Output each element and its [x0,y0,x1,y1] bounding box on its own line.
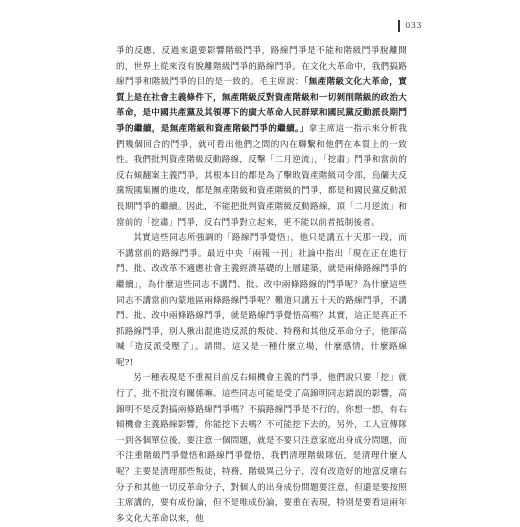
text-segment: 其實這些同志所強調的「路線鬥爭覺悟」，他只是講五十天那一段，而不講當前的路線鬥爭。最近中央「兩報一刊」社論中指出「現在正在進行鬥、批、改改革不適應社會主義經濟基礎的上層建築，就是兩條路線鬥爭的繼續」，為什麼這些同志不講鬥、批、改中兩條路線的鬥爭呢？為什麼這些同志不講當前內蒙地區兩條路線鬥爭呢？難道只講五十天的路線鬥爭，不講鬥、批、改中兩條路線鬥爭，就是路線鬥爭覺悟高嗎？其實，這正是真正不抓路線鬥爭，別人揪出混進造反派的叛徒、特務和其他反革命分子，他卻高喊「造反派受壓了」。請問，這又是一種什麼立場，什麼感情，什麼路線呢?! [116,233,407,368]
paragraph [116,44,407,231]
text-segment: 拿主席這一指示來分析我們幾個回合的鬥爭，就可看出他們之間的內在聯繫和他們在本質上的一致性。我們批判資產階級反動路線，反擊「二月逆流」，「挖肅」鬥爭和當前的反右傾翻案主義鬥爭，其根本目的都是為了擊敗資產階級司令部，烏蘭夫反黨叛國集團的進攻，都是無產階級和資產階級的鬥爭，都是和國民黨反動派長期鬥爭的繼續。因此，不能把批判資產階級反動路線，頂「二月逆流」和當前的「挖肅」鬥爭，反右鬥爭對立起來，更不能以前者抵制後者。 [116,123,407,228]
text-segment: 另一種表現是不重視目前反右傾機會主義的鬥爭，他們說只要「挖」就行了，批不批沒有關係嘛。這些同志可能是受了高錦明同志錯誤的影響，高錦明不是反對搞兩條路線鬥爭嗎？不搞路線鬥爭是不行的，你想一想，有右傾機會主義路線影響，你能挖下去嗎？不可能挖下去的，另外，工人宣傳隊一到各個單位後，要注意一個問題，就是不要只注意家庭出身成分問題，而不注重階級鬥爭覺悟和路線鬥爭覺悟，我們清理階級隊伍，是清理什麼人呢？主要是清理那些叛徒，特務，階級異己分子，沒有改造好的地富反壞右分子和其他一切反革命分子，對個人的出身成份問題要注意，但還是要按照主席講的，要有成份論，但不是唯成份論，要重在表現，特別是要看這兩年多文化大革命以來，他 [116,373,407,524]
page-marker-bar [398,20,400,32]
paragraph [116,231,407,371]
page-header [398,20,422,32]
text-segment: 爭的反應，反過來還要影響階級鬥爭，路線鬥爭是不能和階級鬥爭脫離開的，世界上從來沒有脫離階級鬥爭的路線鬥爭。在文化大革命中，我們搞路線鬥爭和階級鬥爭的目的是一致的。毛主席說： [116,46,407,88]
body-text [116,44,407,524]
page-number: 033 [405,21,422,30]
quotation-emphasis: 「無產階級文化大革命，實質上是在社會主義條件下，無產階級反對資產階級和一切剝削階級的政治大革命，是中國共產黨及其領導下的廣大革命人民群眾和國民黨反動派長期鬥爭的繼續，是無產階級和資產階級鬥爭的繼續。」 [116,77,407,134]
paragraph [116,371,407,527]
